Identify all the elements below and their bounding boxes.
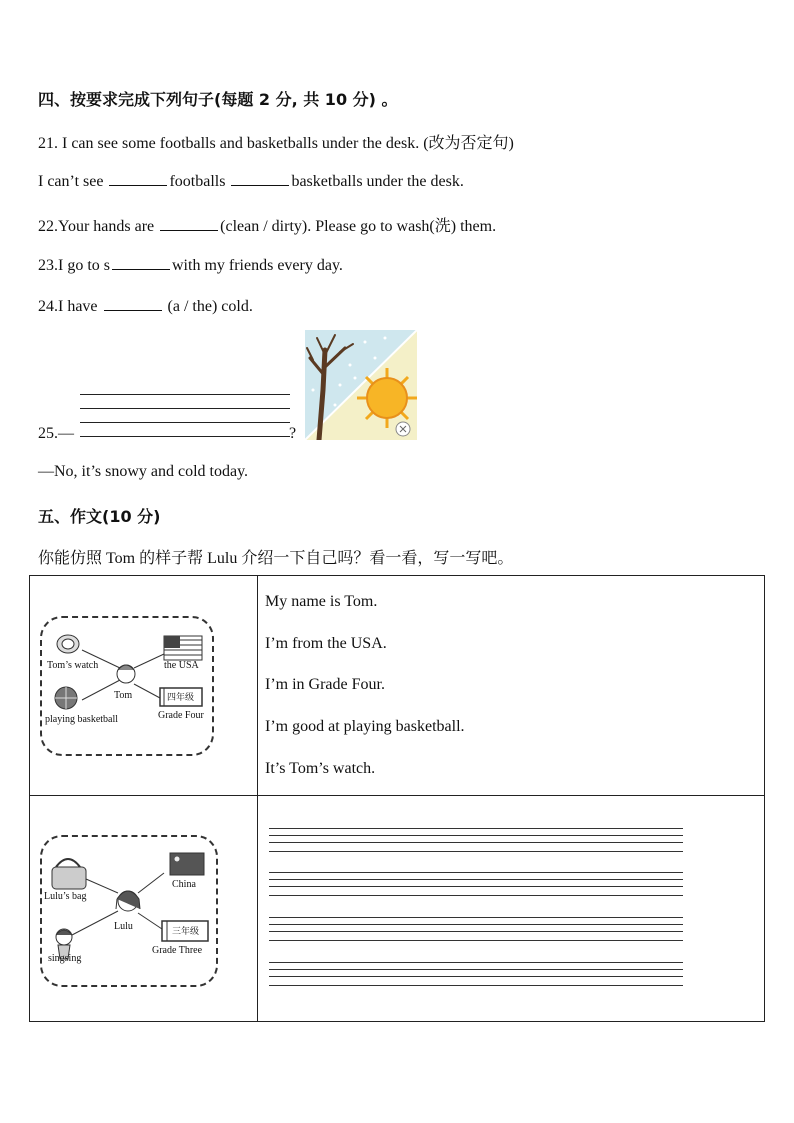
- tom-sentence: My name is Tom.: [265, 593, 378, 610]
- row-divider: [30, 795, 764, 796]
- question-21-answer-line: [38, 171, 464, 191]
- q21-part2: footballs: [169, 173, 226, 190]
- section-5-title: 五、作文(10 分): [38, 507, 161, 526]
- writing-line[interactable]: [269, 985, 683, 986]
- tom-mind-map-drawing: [42, 618, 212, 754]
- writing-line[interactable]: [269, 879, 683, 880]
- q21-part1: I can’t see: [38, 173, 104, 190]
- lulu-grade-label: Grade Three: [152, 945, 203, 956]
- answer-blank[interactable]: [104, 296, 162, 311]
- writing-line[interactable]: [80, 422, 290, 423]
- writing-line[interactable]: [269, 917, 683, 918]
- writing-line[interactable]: [269, 886, 683, 887]
- writing-line[interactable]: [269, 962, 683, 963]
- tom-hobby-label: playing basketball: [45, 714, 119, 725]
- answer-blank[interactable]: [112, 255, 170, 270]
- writing-line[interactable]: [269, 872, 683, 873]
- question-22: [38, 213, 496, 236]
- question-21-prompt: 21. I can see some footballs and basketballs under the desk. (改为否定句): [38, 135, 514, 152]
- section-5-instruction: 你能仿照 Tom 的样子帮 Lulu 介绍一下自己吗？看一看，写一写吧。: [38, 550, 514, 567]
- usa-flag-icon: [164, 636, 202, 660]
- tom-mind-map: [40, 616, 214, 756]
- writing-line[interactable]: [269, 835, 683, 836]
- q24-part2: (a / the) cold.: [167, 298, 253, 315]
- tom-country-label: the USA: [164, 660, 199, 671]
- writing-line[interactable]: [269, 940, 683, 941]
- china-flag-icon: [170, 853, 204, 875]
- lulu-grade-badge-text: 三年级: [172, 927, 200, 937]
- question-24: [38, 296, 253, 316]
- writing-line[interactable]: [80, 436, 290, 437]
- writing-line[interactable]: [269, 851, 683, 852]
- tom-sentence: It’s Tom’s watch.: [265, 760, 376, 777]
- q25-question-mark: ?: [289, 425, 297, 442]
- tom-grade-label: Grade Four: [158, 710, 204, 721]
- writing-line[interactable]: [269, 976, 683, 977]
- question-23: [38, 255, 343, 275]
- writing-line[interactable]: [269, 842, 683, 843]
- lulu-name-label: Lulu: [114, 921, 133, 932]
- answer-blank[interactable]: [109, 171, 167, 186]
- tom-sentence: I’m from the USA.: [265, 635, 387, 652]
- lulu-mind-map: [40, 835, 218, 987]
- weather-picture: [305, 330, 417, 440]
- q21-part3: basketballs under the desk.: [291, 173, 464, 190]
- writing-line[interactable]: [269, 969, 683, 970]
- tom-sentence: I’m in Grade Four.: [265, 676, 385, 693]
- composition-table: [29, 575, 765, 1022]
- lulu-hobby-label: singsing: [48, 953, 82, 964]
- writing-line[interactable]: [269, 895, 683, 896]
- answer-blank[interactable]: [160, 216, 218, 231]
- girl-avatar-icon: [116, 891, 140, 911]
- q22-part1: 22.Your hands are: [38, 218, 155, 235]
- writing-line[interactable]: [80, 394, 290, 395]
- writing-line[interactable]: [269, 924, 683, 925]
- q25-answer: —No, it’s snowy and cold today.: [38, 463, 249, 480]
- q24-part1: 24.I have: [38, 298, 98, 315]
- answer-blank[interactable]: [231, 171, 289, 186]
- boy-avatar-icon: [117, 665, 135, 683]
- sun-icon: [357, 368, 417, 428]
- section-4-title: 四、按要求完成下列句子(每题 2 分, 共 10 分) 。: [38, 90, 398, 109]
- q22-part2: (clean / dirty). Please go to wash(洗) them.: [220, 218, 497, 235]
- lulu-bag-label: Lulu’s bag: [44, 891, 87, 902]
- writing-line[interactable]: [80, 408, 290, 409]
- tom-grade-badge-text: 四年级: [167, 693, 195, 703]
- tom-name-label: Tom: [114, 690, 133, 701]
- tom-watch-label: Tom’s watch: [47, 660, 99, 671]
- column-divider: [257, 576, 258, 1021]
- watch-icon: [57, 635, 79, 653]
- writing-line[interactable]: [269, 828, 683, 829]
- q23-part1: 23.I go to s: [38, 257, 110, 274]
- tom-sentence: I’m good at playing basketball.: [265, 718, 465, 735]
- q23-part2: with my friends every day.: [172, 257, 343, 274]
- writing-line[interactable]: [269, 931, 683, 932]
- lulu-country-label: China: [172, 879, 196, 890]
- bag-icon: [52, 859, 86, 889]
- q25-number: 25.—: [38, 425, 74, 442]
- basketball-icon: [55, 687, 77, 709]
